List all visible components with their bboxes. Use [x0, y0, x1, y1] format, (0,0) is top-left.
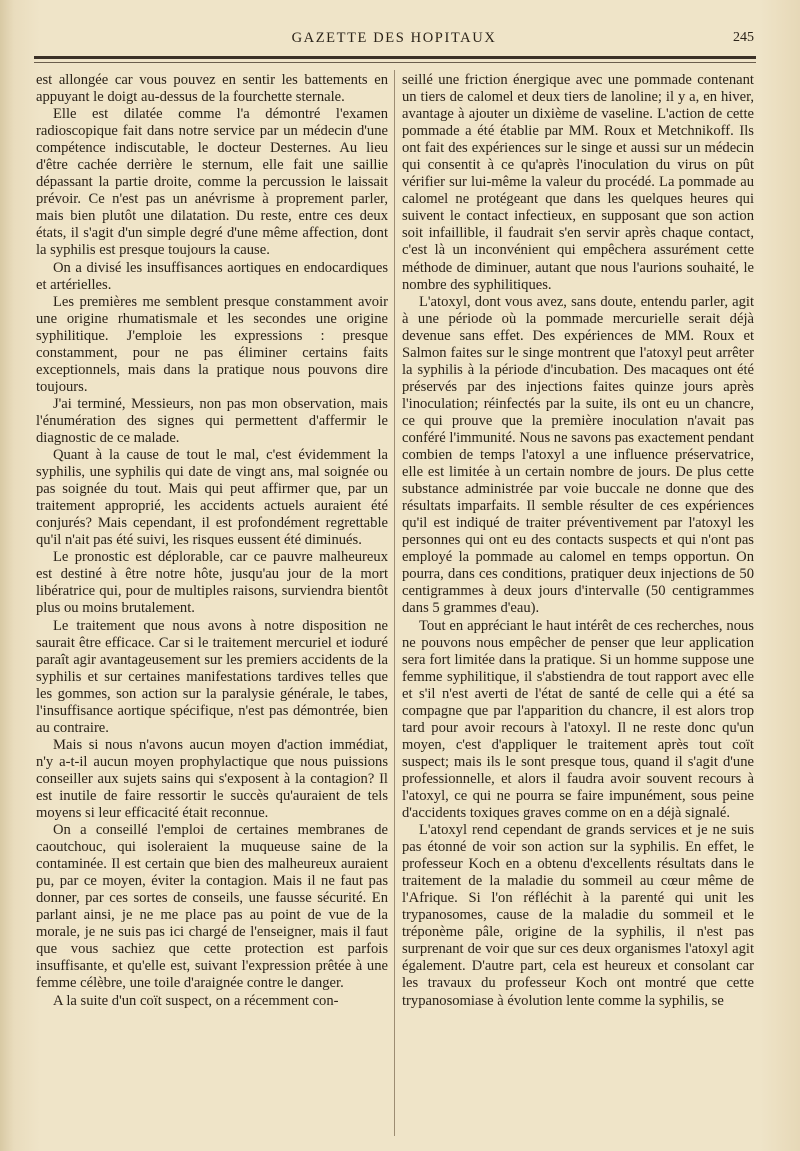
- left-column: [36, 72, 388, 1010]
- paragraph: L'atoxyl, dont vous avez, sans doute, entendu parler, agit à une période où la pommade mercurielle serait déjà devenue sans effet. Des expériences de MM. Roux et Salmon faites sur le singe montrent que l'atoxyl peut arrêter la syphilis à la période d'incubation. Des macaques ont été préservés par des injections faites quinze jours après l'inoculation; réinfectés par la suite, ils ont eu un chancre, ce qui prouve que la première inoculation n'avait pas conféré l'immunité. Nous ne savons pas exactement pendant combien de temps l'atoxyl a une influence préservatrice, elle est limitée à un certain nombre de jours. De plus cette substance administrée par voie buccale ne donne que des résultats imparfaits. Il semble résulter de ces expériences qu'il est indiqué de traiter préventivement par l'atoxyl les personnes qui ont eu des contacts suspects et qui n'ont pas employé la pommade au calomel en temps opportun. On pourra, dans ces conditions, pratiquer deux injections de 50 centigrammes à deux jours d'intervalle (50 centigrammes dans 5 grammes d'eau).: [402, 293, 754, 617]
- header-rule-thick: [34, 56, 756, 59]
- paragraph: J'ai terminé, Messieurs, non pas mon observation, mais l'énumération des signes qui permettent d'affermir le diagnostic de ce malade.: [36, 395, 388, 446]
- paragraph: Les premières me semblent presque constamment avoir une origine rhumatismale et les secondes une origine syphilitique. J'emploie les expressions : presque constamment, pour ne pas éliminer certains faits exceptionnels, mais dans la pratique nous pouvons dire toujours.: [36, 293, 388, 395]
- column-divider: [394, 70, 395, 1136]
- right-column: [402, 72, 754, 1010]
- paragraph: On a conseillé l'emploi de certaines membranes de caoutchouc, qui isoleraient la muqueuse saine de la contaminée. Il est certain que bien des malheureux auraient pu, par ce moyen, éviter la contagion. Mais il ne faut pas donner, par ces sortes de conseils, une fausse sécurité. En parlant ainsi, je ne me place pas au point de vue de la morale, je ne suis pas ici chargé de l'enseigner, mais il faut que vous sachiez que cette protection est parfois insuffisante, et qu'elle est, suivant l'expression prêtée à une femme célèbre, une toile d'araignée contre le danger.: [36, 822, 388, 992]
- paragraph: Le pronostic est déplorable, car ce pauvre malheureux est destiné à être notre hôte, jusqu'au jour de la mort libératrice qui, pour de multiples raisons, surviendra bientôt plus ou moins brutalement.: [36, 549, 388, 617]
- paragraph: Elle est dilatée comme l'a démontré l'examen radioscopique fait dans notre service par un médecin d'une compétence indiscutable, le docteur Desternes. Au lieu d'être cachée derrière le sternum, elle fait une saillie dépassant la partie droite, comme la percussion le laissait prévoir. Ce n'est pas un anévrisme à proprement parler, mais bien plutôt une dilatation. Du reste, entre ces deux états, il s'agit d'un simple degré d'une même affection, dont la syphilis est presque toujours la cause.: [36, 106, 388, 259]
- running-title: GAZETTE DES HOPITAUX: [291, 30, 497, 46]
- header-rule-thin: [34, 62, 756, 63]
- paragraph: Mais si nous n'avons aucun moyen d'action immédiat, n'y a-t-il aucun moyen prophylactique que nous puissions conseiller aux sujets sains qui s'exposent à la contagion? Il est inutile de faire ressortir le succès qu'auraient de tels moyens si leur efficacité était reconnue.: [36, 736, 388, 822]
- paragraph: Quant à la cause de tout le mal, c'est évidemment la syphilis, une syphilis qui date de vingt ans, mal soignée ou pas soignée du tout. Mais qui peut affirmer que, par un traitement approprié, les accidents actuels auraient été conjurés? Mais cependant, il est profondément regrettable qu'il n'ait pas été suivi, les risques eussent été diminués.: [36, 447, 388, 549]
- page-number: 245: [733, 30, 754, 45]
- paragraph: seillé une friction énergique avec une pommade contenant un tiers de calomel et deux tiers de lanoline; il y a, en hiver, avantage à ajouter un dixième de vaseline. L'action de cette pommade a été établie par MM. Roux et Metchnikoff. Ils ont fait des expériences sur le singe et aussi sur un médecin qui consentit à ce qu'après l'inoculation du virus on pût vérifier sur lui-même la valeur du procédé. La pommade au calomel ne protégeant que dans les quelques heures qui suivent le contact infectieux, en supposant que son action soit infaillible, il faudrait s'en servir après chaque contact, c'est là un inconvénient qui empêchera assurément cette méthode de diminuer, autant que nous l'aurions souhaité, le nombre des syphilitiques.: [402, 72, 754, 293]
- paragraph: est allongée car vous pouvez en sentir les battements en appuyant le doigt au-dessus de la fourchette sternale.: [36, 72, 388, 106]
- page-header: [34, 30, 754, 52]
- paragraph: L'atoxyl rend cependant de grands services et je ne suis pas étonné de voir son action sur la syphilis. En effet, le professeur Koch en a obtenu d'excellents résultats dans le traitement de la maladie du sommeil au cœur même de l'Afrique. Si l'on réfléchit à la parenté qui unit les trypanosomes, cause de la maladie du sommeil et le tréponème pâle, origine de la syphilis, il n'est pas surprenant de voir que sur ces deux organismes l'atoxyl agit également. D'autre part, cela est heureux et consolant car les travaux du professeur Koch ont montré que cette trypanosomiase à évolution lente comme la syphilis, se: [402, 822, 754, 1009]
- paragraph: A la suite d'un coït suspect, on a récemment con-: [53, 992, 339, 1009]
- paragraph: Tout en appréciant le haut intérêt de ces recherches, nous ne pouvons nous empêcher de penser que leur application sera fort limitée dans la pratique. Si un homme suppose une femme syphilitique, il s'abstiendra de tout rapport avec elle et s'il n'est averti de l'état de santé de celle qui a été sa compagne que par l'apparition du chancre, il est alors trop tard pour avoir recours à l'atoxyl. Il ne reste donc qu'un moyen, c'est d'appliquer le traitement après tout coït suspect; mais ils le sont presque tous, quand il s'agit d'une professionnelle, et alors il faudra avoir souvent recours à l'atoxyl, ce qui ne pourra se faire impunément, sous peine d'accidents toxiques graves comme on en a déjà signalé.: [402, 617, 754, 822]
- paragraph: Le traitement que nous avons à notre disposition ne saurait être efficace. Car si le traitement mercuriel et ioduré paraît agir avantageusement sur les premiers accidents de la syphilis et sur certaines manifestations tardives telles que les gommes, son action sur la paralysie générale, le tabes, l'insuffisance aortique spécifique, n'est pas démontrée, bien au contraire.: [36, 617, 388, 736]
- paragraph: On a divisé les insuffisances aortiques en endocardiques et artérielles.: [36, 259, 388, 293]
